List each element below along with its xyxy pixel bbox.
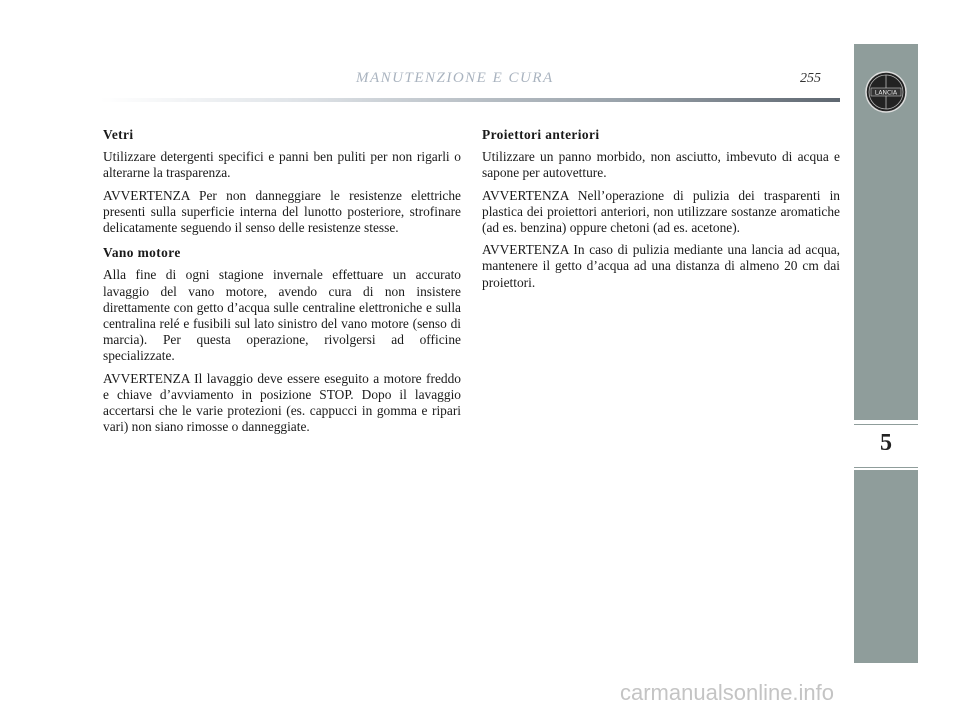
right-column xyxy=(482,127,840,297)
paragraph-vano-motore-1: Alla fine di ogni stagione invernale effettuare un accurato lavaggio del vano motore, avendo cura di non insistere direttamente con getto d’acqua sulle centraline elettroniche e sulla centralina relé e fusibili sul lato sinistro del vano motore (senso di marcia). Per questa operazione, rivolgersi ad officine specializzate. xyxy=(103,267,461,364)
paragraph-proiettori-warning-1: AVVERTENZA Nell’operazione di pulizia dei trasparenti in plastica dei proiettori anteriori, non utilizzare sostanze aromatiche (ad es. benzina) oppure chetoni (ad es. acetone). xyxy=(482,187,840,236)
header-rule xyxy=(100,98,840,102)
page-header-title: MANUTENZIONE E CURA xyxy=(356,70,554,86)
lancia-logo-icon xyxy=(864,70,908,114)
watermark: carmanualsonline.info xyxy=(620,680,835,705)
section-heading-proiettori: Proiettori anteriori xyxy=(482,127,600,142)
paragraph-vano-motore-warning: AVVERTENZA Il lavaggio deve essere eseguito a motore freddo e chiave d’avviamento in posizione STOP. Dopo il lavaggio accertarsi che le varie protezioni (es. cappucci in gomma e ripari vari) non siano rimosse o danneggiate. xyxy=(103,370,461,435)
paragraph-proiettori-1: Utilizzare un panno morbido, non asciutto, imbevuto di acqua e sapone per autovetture. xyxy=(482,149,840,181)
paragraph-vetri-warning: AVVERTENZA Per non danneggiare le resistenze elettriche presenti sulla superficie interna del lunotto posteriore, strofinare delicatamente seguendo il senso delle resistenze stesse. xyxy=(103,187,461,236)
chapter-number: 5 xyxy=(880,430,892,456)
page-number: 255 xyxy=(800,71,821,86)
paragraph-vetri-1: Utilizzare detergenti specifici e panni ben puliti per non rigarli o alterarne la trasparenza. xyxy=(103,149,461,181)
section-heading-vetri: Vetri xyxy=(103,127,134,142)
logo-text: LANCIA xyxy=(874,89,898,97)
left-column xyxy=(103,127,461,441)
side-tab-bottom xyxy=(854,470,918,663)
section-heading-vano-motore: Vano motore xyxy=(103,245,181,261)
paragraph-proiettori-warning-2: AVVERTENZA In caso di pulizia mediante una lancia ad acqua, mantenere il getto d’acqua ad una distanza di almeno 20 cm dai proiettori. xyxy=(482,242,840,290)
